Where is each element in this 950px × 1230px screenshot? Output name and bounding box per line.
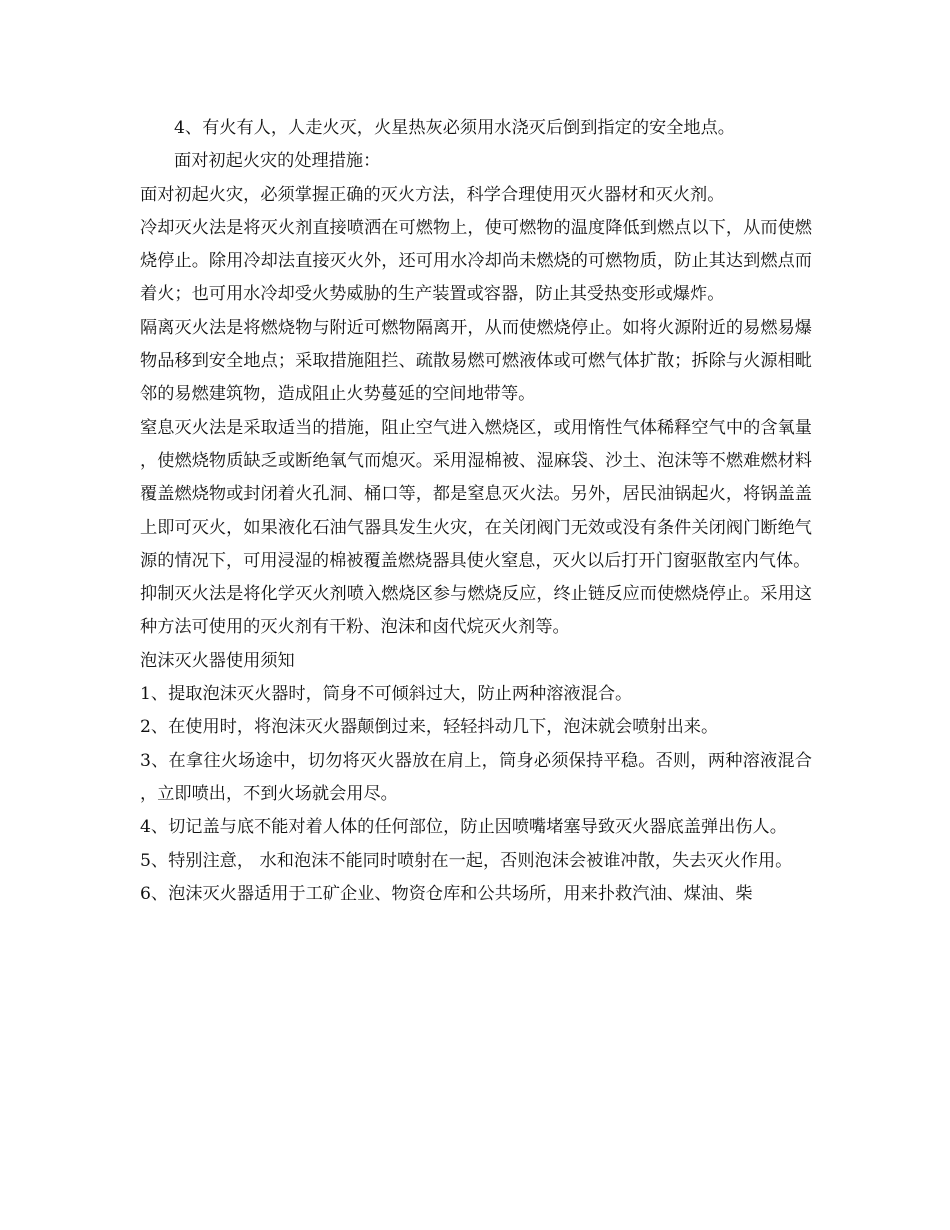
list-item-6: 6、泡沫灭火器适用于工矿企业、物资仓库和公共场所，用来扑救汽油、煤油、柴 xyxy=(140,883,753,904)
paragraph-rule-4: 4、有火有人，人走火灭，火星热灰必须用水浇灭后倒到指定的安全地点。 xyxy=(174,118,735,138)
list-item-4: 4、切记盖与底不能对着人体的任何部位，防止因喷嘴堵塞导致灭火器底盖弹出伤人。 xyxy=(140,817,787,838)
list-item-1: 1、提取泡沫灭火器时，筒身不可倾斜过大，防止两种溶液混合。 xyxy=(140,684,633,705)
section-heading-initial-fire: 面对初起火灾的处理措施： xyxy=(174,151,381,172)
paragraph-intro: 面对初起火灾，必须掌握正确的灭火方法，科学合理使用灭火器材和灭火剂。 xyxy=(140,184,725,205)
paragraph-suffocation-method: 窒息灭火法是采取适当的措施，阻止空气进入燃烧区，或用惰性气体稀释空气中的含氧量，使燃烧物质缺乏或断绝氧气而熄灭。采用湿棉被、湿麻袋、沙土、泡沫等不燃难燃材料覆盖燃烧物或封闭着火孔洞、桶口等，都是窒息灭火法。另外，居民油锅起火，将锅盖盖上即可灭火，如果液化石油气器具发生火灾，在关闭阀门无效或没有条件关闭阀门断绝气源的情况下，可用浸湿的棉被覆盖燃烧器具使火窒息，灭火以后打开门窗驱散室内气体。 xyxy=(140,417,812,571)
list-item-2: 2、在使用时，将泡沫灭火器颠倒过来，轻轻抖动几下，泡沫就会喷射出来。 xyxy=(140,717,719,738)
list-item-5: 5、特别注意， 水和泡沫不能同时喷射在一起，否则泡沫会被谁冲散，失去灭火作用。 xyxy=(140,850,793,871)
paragraph-cooling-method: 冷却灭火法是将灭火剂直接喷洒在可燃物上，使可燃物的温度降低到燃点以下，从而使燃烧停止。除用冷却法直接灭火外，还可用水冷却尚未燃烧的可燃物质，防止其达到燃点而着火；也可用水冷却受火势威胁的生产装置或容器，防止其受热变形或爆炸。 xyxy=(140,217,812,305)
paragraph-suppression-method: 抑制灭火法是将化学灭火剂喷入燃烧区参与燃烧反应，终止链反应而使燃烧停止。采用这种方法可使用的灭火剂有干粉、泡沫和卤代烷灭火剂等。 xyxy=(140,584,812,638)
paragraph-isolation-method: 隔离灭火法是将燃烧物与附近可燃物隔离开，从而使燃烧停止。如将火源附近的易燃易爆物品移到安全地点；采取措施阻拦、疏散易燃可燃液体或可燃气体扩散；拆除与火源相毗邻的易燃建筑物，造成阻止火势蔓延的空间地带等。 xyxy=(140,317,812,405)
list-item-3: 3、在拿往火场途中，切勿将灭火器放在肩上，筒身必须保持平稳。否则，两种溶液混合，立即喷出，不到火场就会用尽。 xyxy=(140,750,812,804)
section-heading-foam-extinguisher: 泡沫灭火器使用须知 xyxy=(140,650,295,671)
document-body xyxy=(140,112,812,911)
